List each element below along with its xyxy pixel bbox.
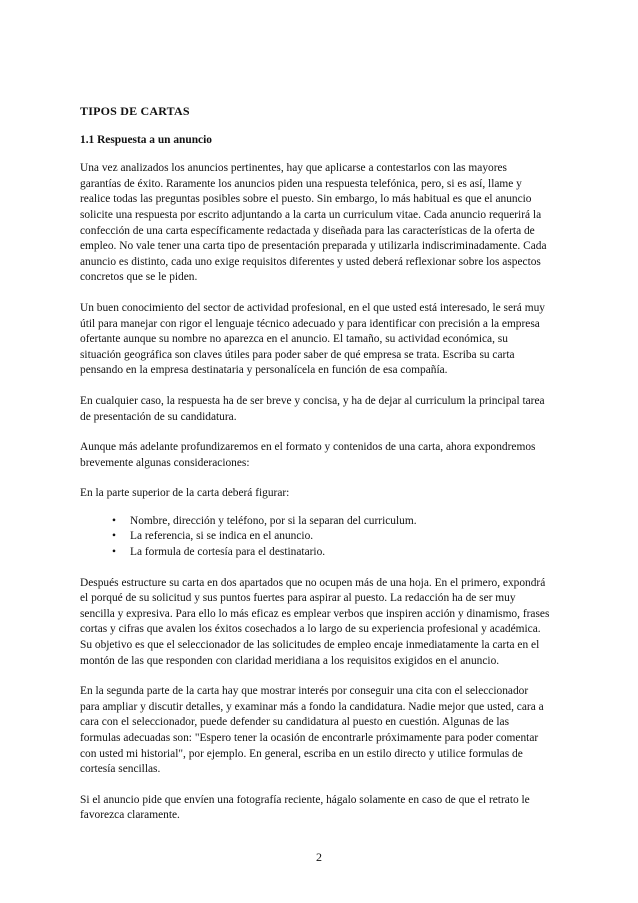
paragraph-structure: Después estructure su carta en dos apartados que no ocupen más de una hoja. En el primero, expondrá el porqué de su solicitud y sus puntos fuertes para aspirar al puesto. La redacción ha de ser muy sencilla y expresiva. Para ello lo más eficaz es emplear verbos que inspiren acción y dinamismo, frases cortas y cifras que avalen los éxitos cosechados a lo largo de su experiencia profesional y académica. Su objetivo es que el seleccionador de las solicitudes de empleo encaje inmediatamente la carta en el montón de las que responden con claridad meridiana a los requisitos exigidos en el anuncio. (80, 576, 550, 667)
paragraph-header-requirements: En la parte superior de la carta deberá figurar: (80, 487, 290, 500)
page-number: 2 (316, 850, 322, 864)
list-item (110, 529, 550, 545)
bullet-icon: • (112, 530, 116, 543)
list-item-text: La formula de cortesía para el destinatario. (130, 546, 326, 559)
section-heading: 1.1 Respuesta a un anuncio (80, 133, 212, 146)
list-item (110, 514, 550, 530)
header-requirements-list (80, 514, 550, 561)
bullet-icon: • (112, 514, 116, 527)
document-title: TIPOS DE CARTAS (80, 104, 190, 118)
list-item-text: La referencia, si se indica en el anuncio. (130, 530, 314, 543)
document-body (80, 104, 550, 839)
list-item-text: Nombre, dirección y teléfono, por si la separan del curriculum. (130, 514, 417, 527)
paragraph-photograph: Si el anuncio pide que envíen una fotografía reciente, hágalo solamente en caso de que el retrato le favorezca claramente. (80, 793, 530, 822)
paragraph-format-intro: Aunque más adelante profundizaremos en el formato y contenidos de una carta, ahora expondremos brevemente algunas consideraciones: (80, 441, 536, 469)
list-item (110, 545, 550, 561)
paragraph-brevity: En cualquier caso, la respuesta ha de ser breve y concisa, y ha de dejar al curriculum la principal tarea de presentación de su candidatura. (80, 394, 545, 423)
paragraph-second-part: En la segunda parte de la carta hay que mostrar interés por conseguir una cita con el seleccionador para ampliar y discutir detalles, y examinar más a fondo la candidatura. Nadie mejor que usted, cara a cara con el seleccionador, puede defender su candidatura al puesto en cuestión. Algunas de las formulas adecuadas son: "Espero tener la ocasión de encontrarle próximamente para poder comentar con usted mi historial", por ejemplo. En general, escriba en un estilo directo y utilice formulas de cortesía sencillas. (80, 685, 544, 776)
paragraph-sector-knowledge: Un buen conocimiento del sector de actividad profesional, en el que usted está interesado, le será muy útil para manejar con rigor el lenguaje técnico adecuado y para identificar con precisión a la empresa ofertante aunque su nombre no aparezca en el anuncio. El tamaño, su actividad económica, su situación geográfica son claves útiles para poder saber de qué empresa se trata. Escriba su carta pensando en la empresa destinataria y personalícela en función de esa compañía. (80, 301, 545, 377)
paragraph-intro: Una vez analizados los anuncios pertinentes, hay que aplicarse a contestarlos con las mayores garantías de éxito. Raramente los anuncios piden una respuesta telefónica, pero, si es así, llame y realice todas las preguntas posibles sobre el puesto. Sin embargo, lo más habitual es que el anuncio solicite una respuesta por escrito adjuntando a la carta un curriculum vitae. Cada anuncio requerirá la confección de una carta específicamente redactada y diseñada para las características de la oferta de empleo. No vale tener una carta tipo de presentación preparada y utilizarla indiscriminadamente. Cada anuncio es distinto, cada uno exige requisitos diferentes y usted deberá reflexionar sobre los aspectos concretos que se le piden. (80, 162, 547, 284)
bullet-icon: • (112, 546, 116, 559)
